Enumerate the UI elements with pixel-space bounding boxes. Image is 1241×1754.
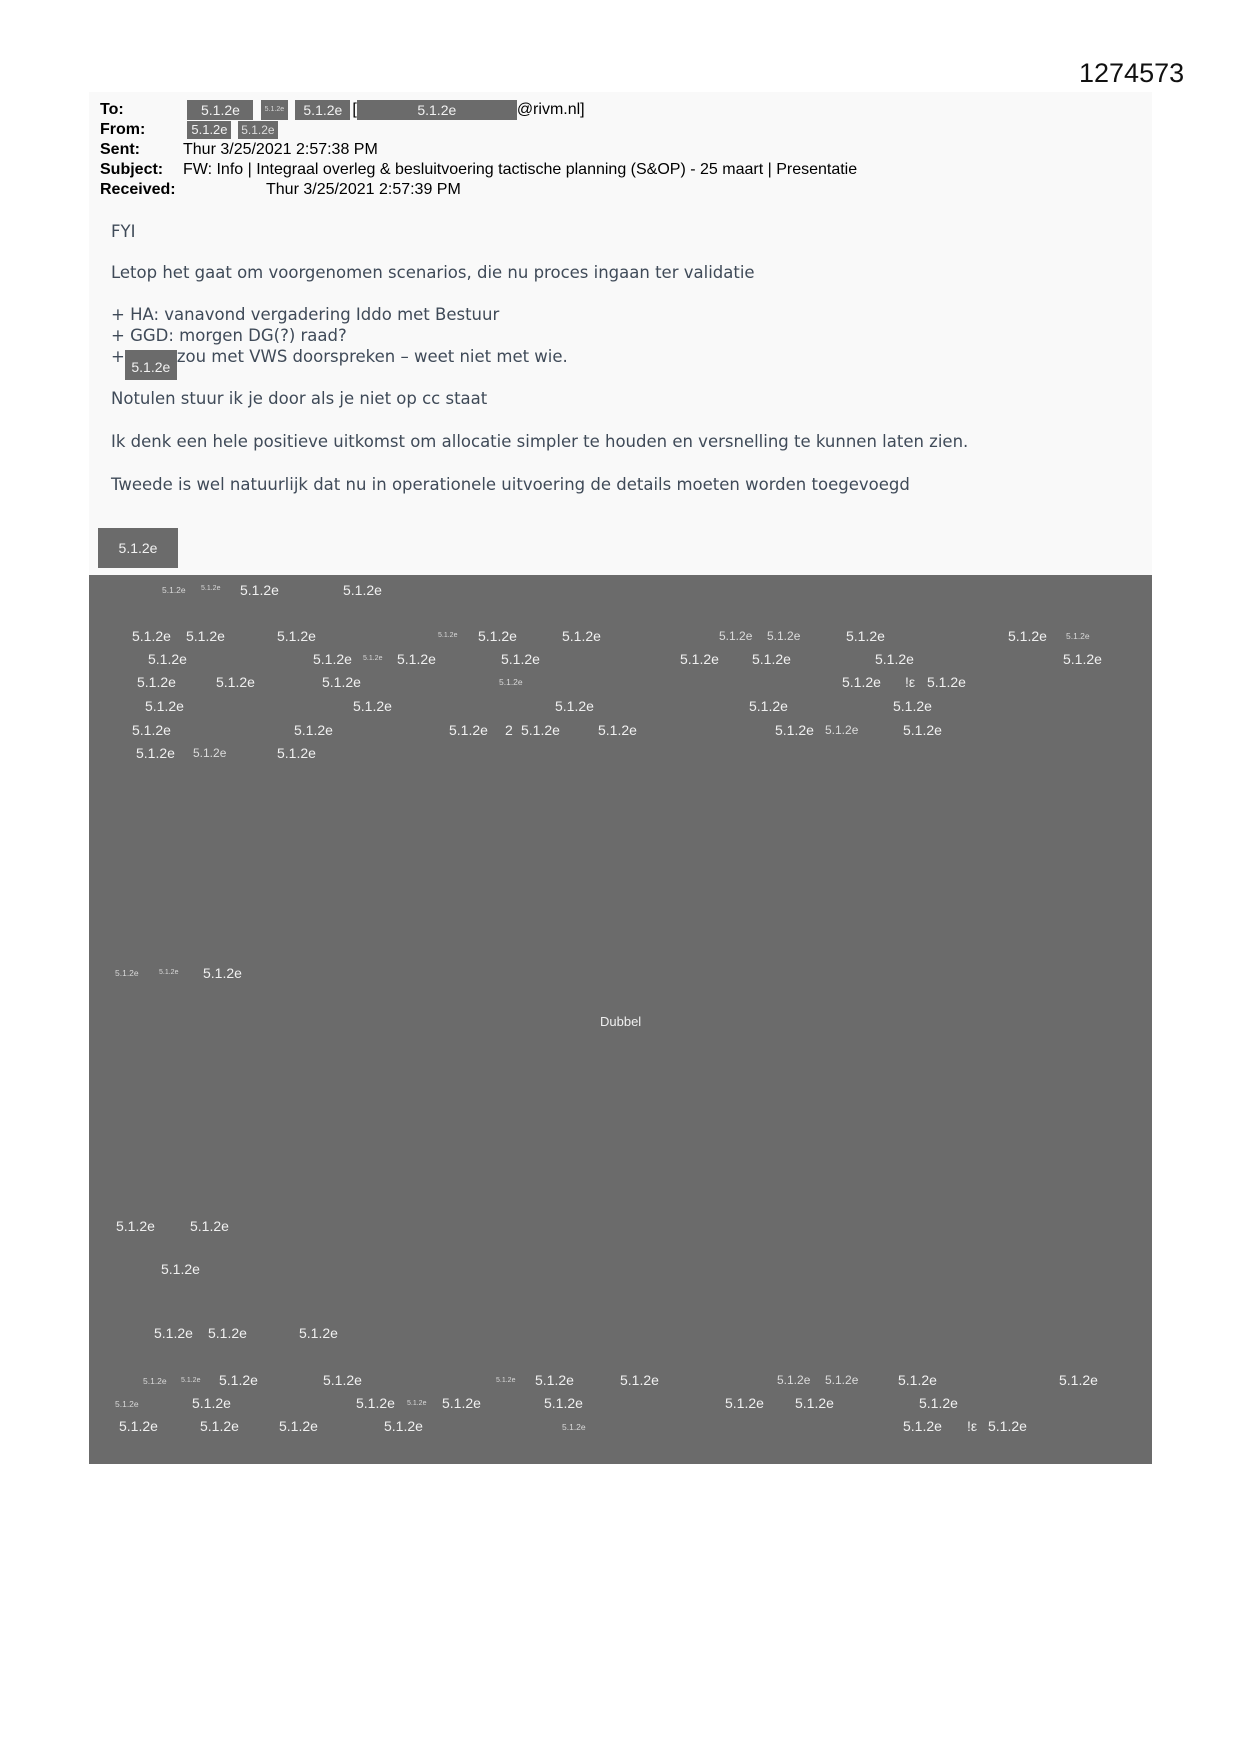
redaction: 5.1.2e — [562, 628, 601, 644]
redaction: 5.1.2e — [193, 746, 227, 760]
redaction: 5.1.2e — [137, 674, 176, 690]
received-row — [100, 180, 461, 200]
redaction: 5.1.2e — [125, 350, 177, 380]
body-bullet-ha: + HA: vanavond vergadering Iddo met Bestuur — [111, 305, 500, 324]
redaction: 5.1.2e — [555, 698, 594, 714]
subject-row — [100, 160, 857, 180]
body-line-letop: Letop het gaat om voorgenomen scenarios, die nu proces ingaan ter validatie — [111, 263, 755, 282]
sent-row — [100, 140, 378, 160]
redaction: 5.1.2e — [1059, 1372, 1098, 1388]
redaction: 5.1.2e — [115, 1399, 139, 1409]
redaction: 5.1.2e — [1008, 628, 1047, 644]
redaction: 5.1.2e — [219, 1372, 258, 1388]
redaction: 5.1.2e — [116, 1218, 155, 1234]
bullet-suffix: zou met VWS doorspreken – weet niet met wie. — [176, 347, 568, 366]
body-bullet-ggd: + GGD: morgen DG(?) raad? — [111, 326, 347, 345]
redaction: 5.1.2e — [893, 698, 932, 714]
redaction: 5.1.2e — [777, 1373, 811, 1387]
redaction: 5.1.2e — [478, 628, 517, 644]
body-line-fyi: FYI — [111, 222, 136, 241]
redaction: 5.1.2e — [442, 1395, 481, 1411]
redaction: 5.1.2e — [927, 674, 966, 690]
redaction: 5.1.2e — [1066, 631, 1090, 641]
redaction: 5.1.2e — [161, 1261, 200, 1277]
redaction: 5.1.2e — [767, 629, 801, 643]
redaction: 5.1.2e — [620, 1372, 659, 1388]
redaction: 5.1.2e — [363, 655, 383, 662]
redaction: 5.1.2e — [119, 1418, 158, 1434]
redaction: 5.1.2e — [132, 722, 171, 738]
redaction: 5.1.2e — [313, 651, 352, 667]
redaction: 5.1.2e — [203, 965, 242, 981]
body-bullet-vws — [111, 347, 568, 380]
redaction: 5.1.2e — [322, 674, 361, 690]
body-line-tweede: Tweede is wel natuurlijk dat nu in operationele uitvoering de details moeten worden toegevoegd — [111, 475, 910, 494]
redaction: 5.1.2e — [115, 968, 139, 978]
redaction: 5.1.2e — [240, 582, 279, 598]
from-row — [100, 120, 278, 140]
duplicate-label: Dubbel — [600, 1014, 642, 1029]
redaction: 5.1.2e — [294, 722, 333, 738]
redaction: 5.1.2e — [277, 628, 316, 644]
redaction: 5.1.2e — [148, 651, 187, 667]
redaction: 5.1.2e — [238, 121, 278, 139]
redaction: 5.1.2e — [353, 698, 392, 714]
redaction: 5.1.2e — [544, 1395, 583, 1411]
redaction: 5.1.2e — [357, 100, 517, 120]
received-label: Received: — [100, 181, 176, 198]
redaction: 5.1.2e — [725, 1395, 764, 1411]
redaction: 5.1.2e — [842, 674, 881, 690]
redaction: 5.1.2e — [499, 677, 523, 687]
redaction: 5.1.2e — [903, 1418, 942, 1434]
body-line-positief: Ik denk een hele positieve uitkomst om allocatie simpler te houden en versnelling te kunnen laten zien. — [111, 432, 969, 451]
redaction: 5.1.2e — [680, 651, 719, 667]
subject-value: FW: Info | Integraal overleg & besluitvoering tactische planning (S&OP) - 25 maart | Presentatie — [183, 161, 858, 178]
redaction: 5.1.2e — [277, 745, 316, 761]
from-label: From: — [100, 121, 146, 138]
redaction: 5.1.2e — [279, 1418, 318, 1434]
redaction: 5.1.2e — [159, 969, 179, 976]
redaction-fragment: 2 — [505, 722, 513, 738]
sent-label: Sent: — [100, 141, 140, 158]
redaction: 5.1.2e — [496, 1377, 516, 1384]
redaction: 5.1.2e — [145, 698, 184, 714]
redaction: 5.1.2e — [407, 1400, 427, 1407]
redaction: 5.1.2e — [201, 585, 221, 592]
redaction: 5.1.2e — [903, 722, 942, 738]
redaction: 5.1.2e — [795, 1395, 834, 1411]
redacted-attachment-block — [89, 575, 1152, 1464]
redaction: 5.1.2e — [295, 100, 350, 120]
redaction: 5.1.2e — [261, 100, 288, 120]
subject-label: Subject: — [100, 161, 164, 178]
redaction: 5.1.2e — [562, 1422, 586, 1432]
redaction: 5.1.2e — [343, 582, 382, 598]
redaction: 5.1.2e — [875, 651, 914, 667]
redaction: 5.1.2e — [143, 1376, 167, 1386]
redaction: 5.1.2e — [187, 121, 231, 139]
redaction: 5.1.2e — [397, 651, 436, 667]
bullet-prefix: + — [111, 347, 125, 366]
redaction: 5.1.2e — [1063, 651, 1102, 667]
document-number: 1274573 — [1079, 58, 1185, 88]
redaction: 5.1.2e — [136, 745, 175, 761]
redaction: 5.1.2e — [154, 1325, 193, 1341]
to-label: To: — [100, 101, 124, 119]
redaction: 5.1.2e — [752, 651, 791, 667]
redaction: 5.1.2e — [181, 1377, 201, 1384]
redaction: 5.1.2e — [919, 1395, 958, 1411]
redaction: 5.1.2e — [846, 628, 885, 644]
redaction: 5.1.2e — [438, 632, 458, 639]
redaction: 5.1.2e — [299, 1325, 338, 1341]
to-domain: @rivm.nl] — [516, 101, 585, 119]
redaction: 5.1.2e — [988, 1418, 1027, 1434]
redaction-fragment: !ε — [967, 1418, 978, 1434]
redaction: 5.1.2e — [186, 628, 225, 644]
redaction: 5.1.2e — [132, 628, 171, 644]
redaction: 5.1.2e — [323, 1372, 362, 1388]
redaction: 5.1.2e — [898, 1372, 937, 1388]
to-row — [100, 100, 585, 120]
received-value: Thur 3/25/2021 2:57:39 PM — [266, 181, 461, 198]
redaction: 5.1.2e — [535, 1372, 574, 1388]
redaction: 5.1.2e — [825, 723, 859, 737]
redaction: 5.1.2e — [162, 585, 186, 595]
redaction: 5.1.2e — [598, 722, 637, 738]
redaction: 5.1.2e — [187, 100, 253, 120]
sent-value: Thur 3/25/2021 2:57:38 PM — [183, 141, 378, 158]
redaction: 5.1.2e — [749, 698, 788, 714]
redaction: 5.1.2e — [200, 1418, 239, 1434]
redaction: 5.1.2e — [192, 1395, 231, 1411]
body-line-notulen: Notulen stuur ik je door als je niet op cc staat — [111, 389, 488, 408]
signature-redaction: 5.1.2e — [98, 528, 178, 568]
redaction: 5.1.2e — [356, 1395, 395, 1411]
redaction: 5.1.2e — [825, 1373, 859, 1387]
redaction: 5.1.2e — [501, 651, 540, 667]
redaction: 5.1.2e — [216, 674, 255, 690]
redaction: 5.1.2e — [190, 1218, 229, 1234]
redaction: 5.1.2e — [449, 722, 488, 738]
redaction: 5.1.2e — [719, 629, 753, 643]
redaction: 5.1.2e — [208, 1325, 247, 1341]
redaction: 5.1.2e — [384, 1418, 423, 1434]
redaction: 5.1.2e — [775, 722, 814, 738]
to-bracket: [ — [352, 101, 357, 119]
redaction: 5.1.2e — [521, 722, 560, 738]
redaction-fragment: !ε — [905, 674, 916, 690]
